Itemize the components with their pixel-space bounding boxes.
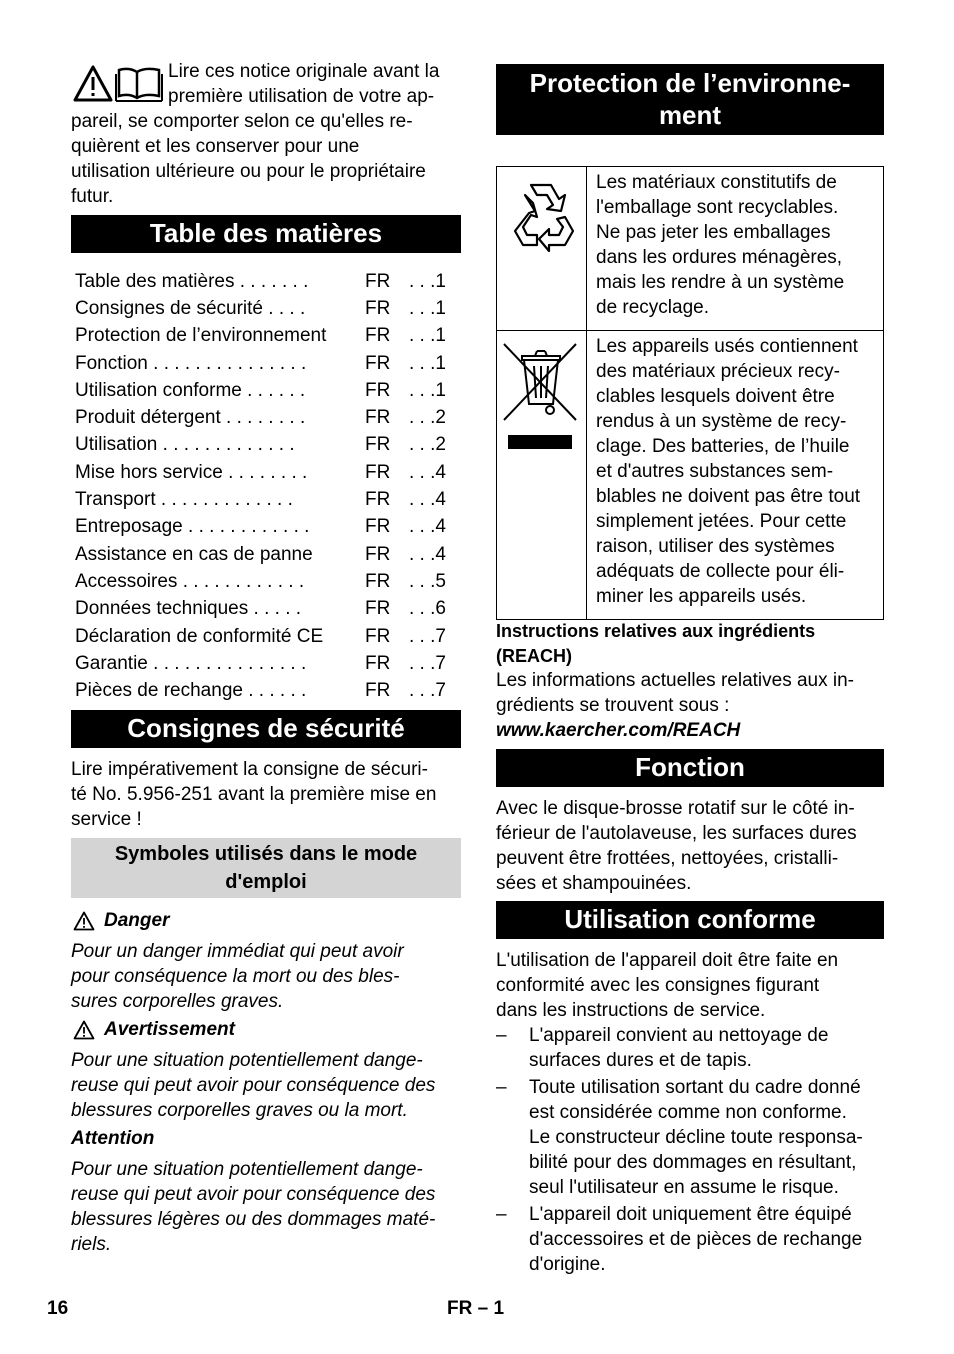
- toc-entry[interactable]: [75, 404, 446, 431]
- weee-text-line: clables lesquels doivent être: [596, 386, 835, 407]
- recycle-text-line: l'emballage sont recyclables.: [596, 197, 839, 218]
- weee-text-line: des matériaux précieux recy-: [596, 361, 840, 382]
- toc-entry-title: Protection de l’environnement: [75, 325, 327, 347]
- safety-line-3: service !: [71, 809, 142, 830]
- toc-entry[interactable]: [75, 459, 446, 486]
- toc-entry-page: . . .1: [409, 325, 446, 347]
- symbols-heading-line-1: Symboles utilisés dans le mode: [114, 843, 418, 865]
- warning-triangle-icon: [73, 1020, 95, 1040]
- weee-text-line: et d'autres substances sem-: [596, 461, 834, 482]
- danger-line-2: pour conséquence la mort ou des bles-: [71, 966, 400, 987]
- toc-entry-page: . . .5: [409, 570, 446, 592]
- weee-text-line: clage. Des batteries, de l’huile: [596, 436, 850, 457]
- toc-entry-lang: FR: [365, 297, 391, 319]
- section-page: FR – 1: [447, 1298, 505, 1319]
- toc-entry-dots: . . . . . . . . . . . . .: [162, 434, 295, 456]
- environment-heading-line-2: ment: [658, 100, 722, 130]
- list-item-line: seul l'utilisateur en assume le risque.: [529, 1177, 839, 1198]
- toc-entry-page: . . .1: [409, 352, 446, 374]
- reach-heading-line-1: Instructions relatives aux ingrédients: [496, 621, 816, 641]
- toc-entry-title: Entreposage: [75, 516, 183, 538]
- recycle-text-line: Ne pas jeter les emballages: [596, 222, 831, 243]
- toc-entry-title: Données techniques: [75, 598, 249, 620]
- attention-line-2: reuse qui peut avoir pour conséquence des: [71, 1184, 436, 1205]
- list-item-line: bilité pour des dommages en résultant,: [529, 1152, 857, 1173]
- environment-heading-line-1: Protection de l’environne-: [529, 68, 851, 98]
- intro-line-1: Lire ces notice originale avant la: [168, 61, 440, 82]
- symbols-heading: [71, 838, 461, 898]
- symbols-heading-line-2: d'emploi: [225, 871, 307, 893]
- intro-line-6: futur.: [71, 186, 114, 207]
- weee-text: [596, 334, 881, 609]
- toc-entry-page: . . .4: [409, 461, 446, 483]
- intended-use-line-2: conformité avec les consignes figurant: [496, 975, 820, 996]
- toc-entry[interactable]: [75, 432, 446, 459]
- toc-entry-lang: FR: [365, 516, 391, 538]
- toc-entry-dots: . . . . . . .: [239, 270, 309, 292]
- toc-entry-page: . . .7: [409, 625, 446, 647]
- environment-heading: [496, 64, 884, 135]
- toc-entry-lang: FR: [365, 325, 391, 347]
- danger-label: Danger: [104, 910, 170, 931]
- toc-entry-page: . . .2: [409, 434, 446, 456]
- toc-entry-title: Assistance en cas de panne: [75, 543, 313, 565]
- weee-text-line: miner les appareils usés.: [596, 586, 807, 607]
- toc-entry-lang: FR: [365, 598, 391, 620]
- toc-entry-title: Déclaration de conformité CE: [75, 625, 324, 647]
- bullet-dash: –: [496, 1025, 507, 1046]
- list-item-line: Le constructeur décline toute responsa-: [529, 1127, 863, 1148]
- recycle-text-line: dans les ordures ménagères,: [596, 247, 843, 268]
- crossed-bin-icon: [502, 342, 580, 452]
- toc-entry-title: Pièces de rechange: [75, 680, 243, 702]
- recycle-text-line: Les matériaux constitutifs de: [596, 172, 837, 193]
- toc-entry[interactable]: [75, 295, 446, 322]
- function-line-1: Avec le disque-brosse rotatif sur le côté in-: [496, 798, 855, 819]
- toc-entry-page: . . .4: [409, 543, 446, 565]
- toc-entry-lang: FR: [365, 489, 391, 511]
- toc-entry-dots: . . . . . . . . . . . . . . .: [153, 352, 307, 374]
- toc-entry-lang: FR: [365, 434, 391, 456]
- danger-line-3: sures corporelles graves.: [71, 991, 284, 1012]
- toc-entry-page: . . .4: [409, 516, 446, 538]
- toc-entry-title: Consignes de sécurité: [75, 297, 263, 319]
- toc-entry-lang: FR: [365, 379, 391, 401]
- toc-entry-lang: FR: [365, 652, 391, 674]
- toc-entry-dots: . . . . . . . . . . . .: [188, 516, 310, 538]
- weee-text-line: rendus à un système de recy-: [596, 411, 847, 432]
- safety-line-1: Lire impérativement la consigne de sécuri-: [71, 759, 428, 780]
- intended-use-heading: Utilisation conforme: [496, 901, 884, 939]
- warning-read-manual-icon: [73, 64, 163, 104]
- reach-line-1: Les informations actuelles relatives aux in-: [496, 670, 855, 691]
- toc-entry-title: Utilisation conforme: [75, 379, 242, 401]
- toc-entry-page: . . .4: [409, 489, 446, 511]
- toc-entry[interactable]: [75, 596, 446, 623]
- function-line-3: peuvent être frottées, nettoyées, cristalli-: [496, 848, 839, 869]
- toc-entry-title: Fonction: [75, 352, 148, 374]
- toc-entry[interactable]: [75, 486, 446, 513]
- intro-line-2: première utilisation de votre ap-: [168, 86, 435, 107]
- recycle-icon: [503, 179, 579, 255]
- toc-entry-lang: FR: [365, 461, 391, 483]
- safety-heading: Consignes de sécurité: [71, 710, 461, 748]
- warning-label: Avertissement: [104, 1019, 235, 1040]
- toc-entry[interactable]: [75, 377, 446, 404]
- toc-entry[interactable]: [75, 323, 446, 350]
- page-number: 16: [47, 1298, 69, 1319]
- reach-line-2: grédients se trouvent sous :: [496, 695, 730, 716]
- weee-text-line: simplement jetées. Pour cette: [596, 511, 847, 532]
- toc-entry-lang: FR: [365, 270, 391, 292]
- weee-text-line: Les appareils usés contiennent: [596, 336, 858, 357]
- recycle-text-line: de recyclage.: [596, 297, 710, 318]
- toc-entry-dots: . . . . .: [253, 598, 302, 620]
- bullet-dash: –: [496, 1077, 507, 1098]
- toc-entry-page: . . .7: [409, 680, 446, 702]
- toc-entry-title: Accessoires: [75, 570, 178, 592]
- list-item-line: L'appareil doit uniquement être équipé: [529, 1204, 852, 1225]
- list-item-line: L'appareil convient au nettoyage de: [529, 1025, 829, 1046]
- toc-entry-page: . . .1: [409, 379, 446, 401]
- toc-entry[interactable]: [75, 677, 446, 704]
- toc-entry-dots: . . . .: [268, 297, 306, 319]
- weee-text-line: blables ne doivent pas être tout: [596, 486, 861, 507]
- warning-triangle-icon: [73, 911, 95, 931]
- list-item-line: d'origine.: [529, 1254, 606, 1275]
- toc-entry-page: . . .1: [409, 270, 446, 292]
- toc-entry-dots: . . . . . .: [247, 379, 306, 401]
- warning-line-1: Pour une situation potentiellement dange-: [71, 1050, 423, 1071]
- list-item-line: est considérée comme non conforme.: [529, 1102, 847, 1123]
- toc-entry-lang: FR: [365, 407, 391, 429]
- warning-line-3: blessures corporelles graves ou la mort.: [71, 1100, 408, 1121]
- toc-entry-dots: . . . . . .: [248, 680, 307, 702]
- intro-line-3: pareil, se comporter selon ce qu'elles re-: [71, 111, 413, 132]
- list-item-line: surfaces dures et de tapis.: [529, 1050, 752, 1071]
- toc-entry[interactable]: [75, 650, 446, 677]
- toc-entry[interactable]: [75, 514, 446, 541]
- environment-table: [496, 166, 884, 620]
- toc-entry-dots: . . . . . . . . . . . . . . .: [153, 652, 307, 674]
- toc-entry[interactable]: [75, 568, 446, 595]
- warning-line-2: reuse qui peut avoir pour conséquence des: [71, 1075, 436, 1096]
- toc-entry-title: Table des matières: [75, 270, 235, 292]
- weee-text-line: raison, utiliser des systèmes: [596, 536, 835, 557]
- intro-line-5: utilisation ultérieure ou pour le propriétaire: [71, 161, 426, 182]
- toc-entry-dots: . . . . . . . .: [228, 461, 308, 483]
- bullet-dash: –: [496, 1204, 507, 1225]
- recycle-text-line: mais les rendre à un système: [596, 272, 845, 293]
- toc-entry[interactable]: [75, 541, 446, 568]
- toc-entry-dots: . . . . . . . . . . . .: [182, 570, 305, 592]
- function-line-2: férieur de l'autolaveuse, les surfaces dures: [496, 823, 857, 844]
- weee-text-line: adéquats de collecte pour éli-: [596, 561, 845, 582]
- list-item-line: d'accessoires et de pièces de rechange: [529, 1229, 863, 1250]
- function-line-4: sées et shampouinées.: [496, 873, 692, 894]
- attention-line-4: riels.: [71, 1234, 112, 1255]
- toc-entry[interactable]: [75, 268, 446, 295]
- toc-entry-dots: . . . . . . . . . . . . .: [160, 489, 293, 511]
- intended-use-line-3: dans les instructions de service.: [496, 1000, 766, 1021]
- attention-line-3: blessures légères ou des dommages maté-: [71, 1209, 436, 1230]
- reach-heading-line-2: (REACH): [496, 646, 572, 666]
- toc-entry-lang: FR: [365, 570, 391, 592]
- danger-line-1: Pour un danger immédiat qui peut avoir: [71, 941, 404, 962]
- toc-entry-page: . . .6: [409, 598, 446, 620]
- function-heading: Fonction: [496, 749, 884, 787]
- toc-entry-title: Transport: [75, 489, 156, 511]
- list-item-line: Toute utilisation sortant du cadre donné: [529, 1077, 861, 1098]
- toc-entry-lang: FR: [365, 352, 391, 374]
- toc-heading: Table des matières: [71, 215, 461, 253]
- toc-entry-title: Produit détergent: [75, 407, 221, 429]
- toc-entry-page: . . .1: [409, 297, 446, 319]
- attention-label: Attention: [71, 1128, 155, 1149]
- intended-use-line-1: L'utilisation de l'appareil doit être faite en: [496, 950, 839, 971]
- reach-url-link[interactable]: www.kaercher.com/REACH: [496, 720, 741, 741]
- toc-entry-title: Mise hors service: [75, 461, 223, 483]
- toc-entry-lang: FR: [365, 543, 391, 565]
- toc-entry-lang: FR: [365, 680, 391, 702]
- toc-entry[interactable]: [75, 623, 446, 650]
- recycle-text: [596, 170, 881, 320]
- toc-table: [75, 268, 446, 705]
- toc-entry-dots: . . . . . . . .: [226, 407, 306, 429]
- toc-entry-title: Utilisation: [75, 434, 158, 456]
- toc-entry-title: Garantie: [75, 652, 148, 674]
- attention-line-1: Pour une situation potentiellement dange-: [71, 1159, 423, 1180]
- safety-line-2: té No. 5.956-251 avant la première mise en: [71, 784, 437, 805]
- toc-entry[interactable]: [75, 350, 446, 377]
- intro-line-4: quièrent et les conserver pour une: [71, 136, 360, 157]
- toc-entry-lang: FR: [365, 625, 391, 647]
- toc-entry-page: . . .7: [409, 652, 446, 674]
- toc-entry-page: . . .2: [409, 407, 446, 429]
